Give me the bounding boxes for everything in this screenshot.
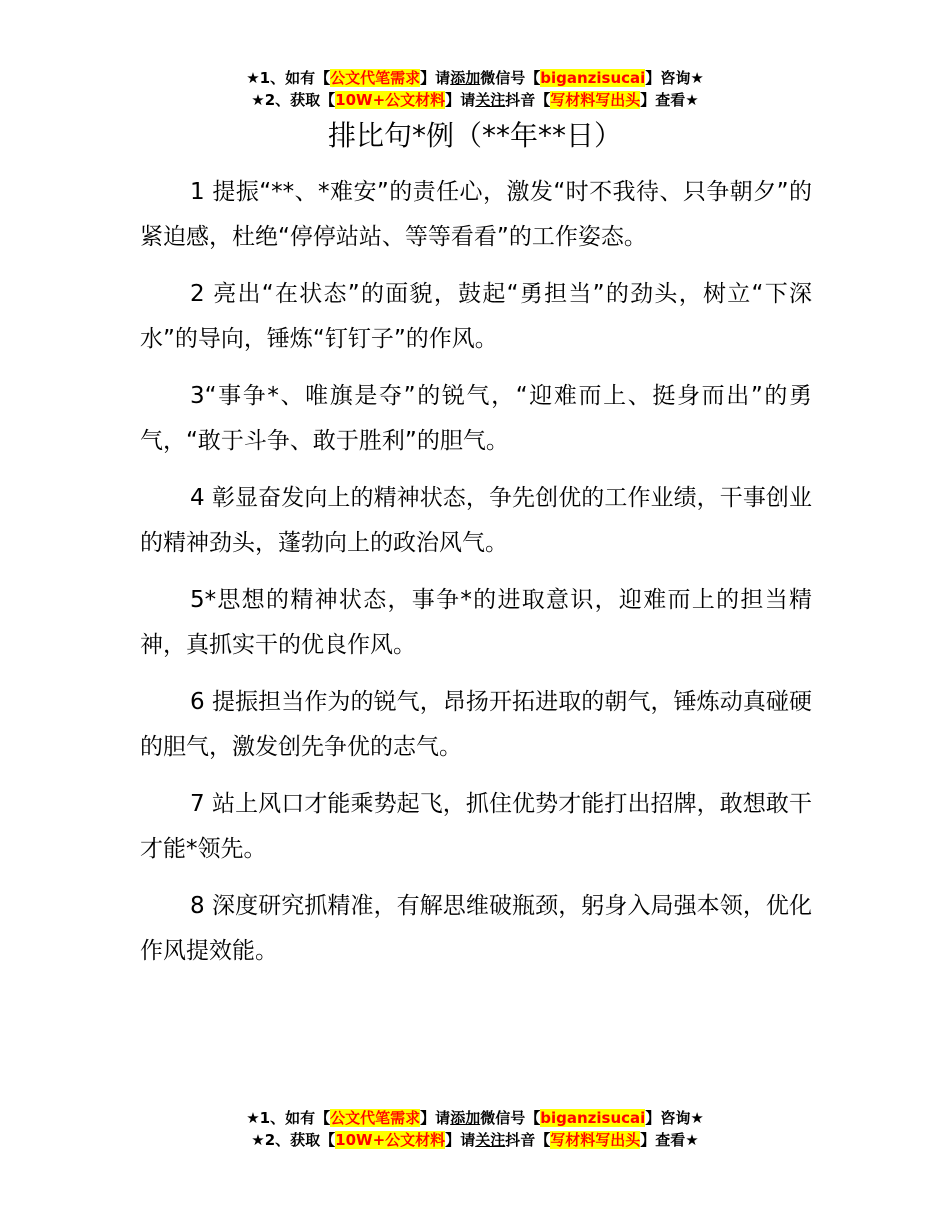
bracket-close: 】 xyxy=(640,91,656,109)
banner-line-1 xyxy=(0,1107,950,1129)
banner-suffix: 查看★ xyxy=(655,91,699,109)
banner-line-2 xyxy=(0,89,950,111)
paragraph-7: 7 站上风口才能乘势起飞，抓住优势才能打出招牌，敢想敢干才能*领先。 xyxy=(140,791,812,862)
bracket-close: 】 xyxy=(645,1109,661,1127)
highlight-materials: 10W+公文材料 xyxy=(335,91,446,109)
paragraph-8: 8 深度研究抓精准，有解思维破瓶颈，躬身入局强本领，优化作风提效能。 xyxy=(140,893,812,964)
banner-line-2 xyxy=(0,1129,950,1151)
bracket-close: 】 xyxy=(420,69,436,87)
banner-prefix: ★1、如有 xyxy=(246,1109,316,1127)
banner-text: 微信号 xyxy=(480,1109,526,1127)
bracket-close: 】 xyxy=(420,1109,436,1127)
banner-text: 抖音 xyxy=(505,91,536,109)
bracket-close: 】 xyxy=(645,69,661,87)
paragraph-3: 3“事争*、唯旗是夺”的锐气，“迎难而上、挺身而出”的勇气，“敢于斗争、敢于胜利”的胆气。 xyxy=(140,383,812,454)
bracket-open: 【 xyxy=(320,1131,336,1149)
bracket-open: 【 xyxy=(525,69,541,87)
bracket-open: 【 xyxy=(525,1109,541,1127)
bracket-open: 【 xyxy=(315,69,331,87)
header-banner xyxy=(0,67,950,111)
highlight-materials: 10W+公文材料 xyxy=(335,1131,446,1149)
bracket-open: 【 xyxy=(535,1131,551,1149)
banner-prefix: ★2、获取 xyxy=(251,91,321,109)
banner-text: 请 xyxy=(460,1131,476,1149)
banner-text: 请 xyxy=(435,69,451,87)
document-title: 排比句*例（**年**日） xyxy=(327,119,622,152)
paragraph-6: 6 提振担当作为的锐气，昂扬开拓进取的朝气，锤炼动真碰硬的胆气，激发创先争优的志气。 xyxy=(140,689,812,760)
bracket-close: 】 xyxy=(445,1131,461,1149)
highlight-douyin-id: 写材料写出头 xyxy=(550,91,641,109)
banner-text: 请 xyxy=(435,1109,451,1127)
banner-text: 请 xyxy=(460,91,476,109)
banner-underlined: 关注 xyxy=(475,91,506,109)
banner-prefix: ★1、如有 xyxy=(246,69,316,87)
highlight-wechat-id: biganzisucai xyxy=(540,1109,646,1127)
paragraph-1: 1 提振“**、*难安”的责任心，激发“时不我待、只争朝夕”的紧迫感，杜绝“停停站站、等等看看”的工作姿态。 xyxy=(140,179,812,250)
paragraph-5: 5*思想的精神状态，事争*的进取意识，迎难而上的担当精神，真抓实干的优良作风。 xyxy=(140,587,812,658)
paragraph-2: 2 亮出“在状态”的面貌，鼓起“勇担当”的劲头，树立“下深水”的导向，锤炼“钉钉子”的作风。 xyxy=(140,281,812,352)
highlight-service: 公文代笔需求 xyxy=(330,69,421,87)
highlight-wechat-id: biganzisucai xyxy=(540,69,646,87)
banner-suffix: 咨询★ xyxy=(660,69,704,87)
highlight-douyin-id: 写材料写出头 xyxy=(550,1131,641,1149)
banner-line-1 xyxy=(0,67,950,89)
bracket-open: 【 xyxy=(315,1109,331,1127)
banner-prefix: ★2、获取 xyxy=(251,1131,321,1149)
highlight-service: 公文代笔需求 xyxy=(330,1109,421,1127)
banner-text: 微信号 xyxy=(480,69,526,87)
banner-suffix: 咨询★ xyxy=(660,1109,704,1127)
banner-underlined: 关注 xyxy=(475,1131,506,1149)
paragraph-4: 4 彰显奋发向上的精神状态，争先创优的工作业绩，干事创业的精神劲头，蓬勃向上的政治风气。 xyxy=(140,485,812,556)
banner-suffix: 查看★ xyxy=(655,1131,699,1149)
banner-underlined: 添加 xyxy=(450,69,481,87)
document-body xyxy=(140,170,812,986)
banner-text: 抖音 xyxy=(505,1131,536,1149)
bracket-close: 】 xyxy=(640,1131,656,1149)
bracket-close: 】 xyxy=(445,91,461,109)
footer-banner xyxy=(0,1107,950,1151)
bracket-open: 【 xyxy=(535,91,551,109)
bracket-open: 【 xyxy=(320,91,336,109)
banner-underlined: 添加 xyxy=(450,1109,481,1127)
